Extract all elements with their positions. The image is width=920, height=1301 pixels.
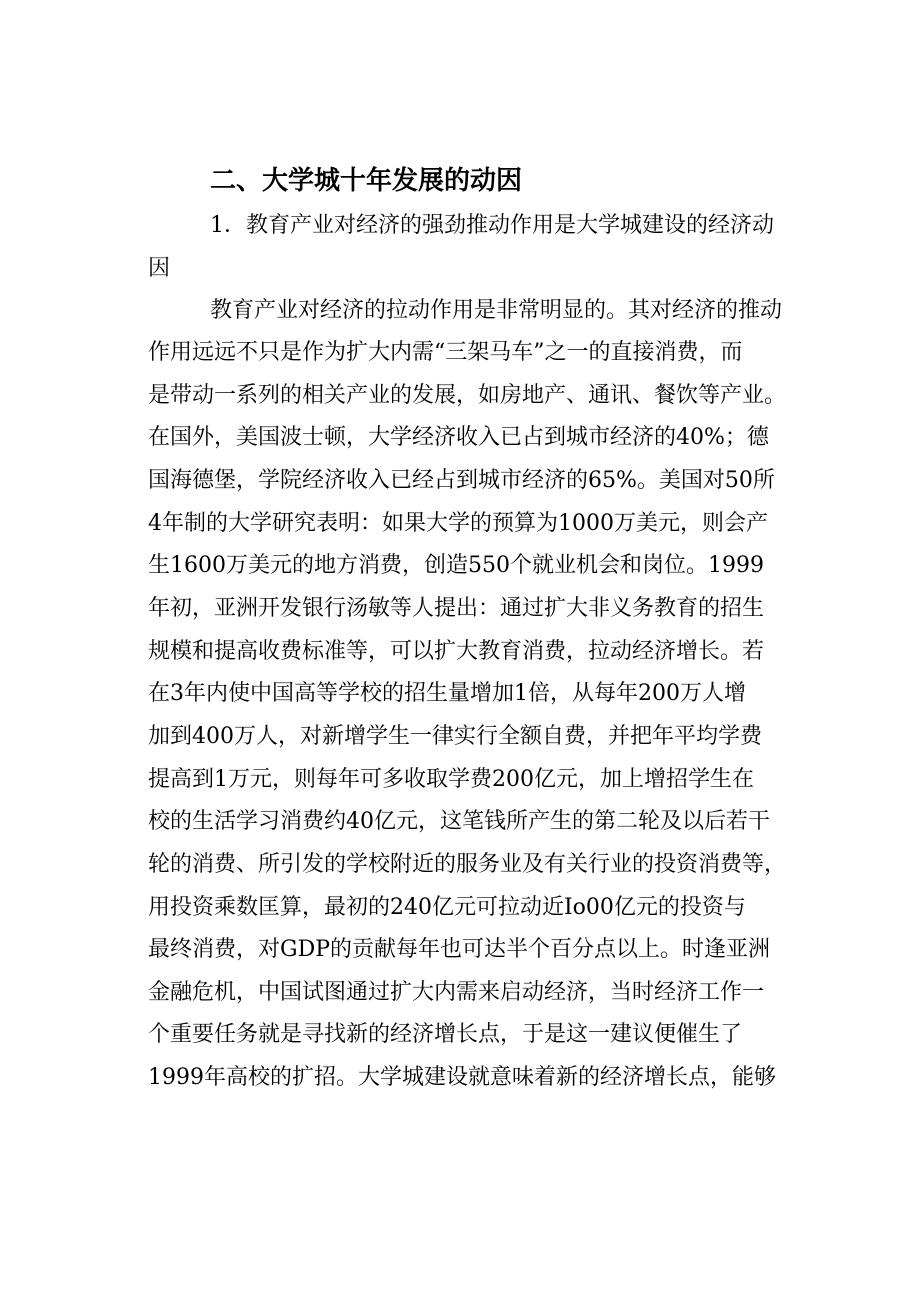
body-line-17: 金融危机，中国试图通过扩大内需来启动经济，当时经济工作一 <box>148 980 765 1005</box>
body-line-4: 在国外，美国波士顿，大学经济收入已占到城市经济的40%；德 <box>148 425 769 450</box>
body-line-1: 教育产业对经济的拉动作用是非常明显的。其对经济的推动 <box>210 298 783 323</box>
body-line-11: 加到400万人，对新增学生一律实行全额自费，并把年平均学费 <box>148 724 762 749</box>
body-line-18: 个重要任务就是寻找新的经济增长点，于是这一建议便催生了 <box>148 1022 743 1047</box>
body-line-15: 用投资乘数匡算，最初的240亿元可拉动近Io00亿元的投资与 <box>148 895 746 920</box>
body-line-16: 最终消费，对GDP的贡献每年也可达半个百分点以上。时逢亚洲 <box>148 937 771 962</box>
body-line-2: 作用远远不只是作为扩大内需“三架马车”之一的直接消费，而 <box>148 340 743 365</box>
subheading-line-1: 1．教育产业对经济的强劲推动作用是大学城建设的经济动 <box>210 213 774 238</box>
body-line-3: 是带动一系列的相关产业的发展，如房地产、通讯、餐饮等产业。 <box>148 383 787 408</box>
body-line-7: 生1600万美元的地方消费，创造550个就业机会和岗位。1999 <box>148 553 764 578</box>
body-line-8: 年初，亚洲开发银行汤敏等人提出：通过扩大非义务教育的招生 <box>148 596 765 621</box>
body-line-5: 国海德堡，学院经济收入已经占到城市经济的65%。美国对50所 <box>148 468 775 493</box>
body-line-12: 提高到1万元，则每年可多收取学费200亿元，加上增招学生在 <box>148 767 754 792</box>
body-line-19: 1999年高校的扩招。大学城建设就意味着新的经济增长点，能够 <box>148 1065 776 1090</box>
section-heading: 二、大学城十年发展的动因 <box>210 166 523 196</box>
body-line-13: 校的生活学习消费约40亿元，这笔钱所产生的第二轮及以后若干 <box>148 809 770 834</box>
body-line-9: 规模和提高收费标准等，可以扩大教育消费，拉动经济增长。若 <box>148 639 765 664</box>
body-line-6: 4年制的大学研究表明：如果大学的预算为1000万美元，则会产 <box>148 511 768 536</box>
body-line-14: 轮的消费、所引发的学校附近的服务业及有关行业的投资消费等， <box>148 852 787 877</box>
body-line-10: 在3年内使中国高等学校的招生量增加1倍，从每年200万人增 <box>148 681 746 706</box>
subheading-line-2: 因 <box>148 256 171 281</box>
